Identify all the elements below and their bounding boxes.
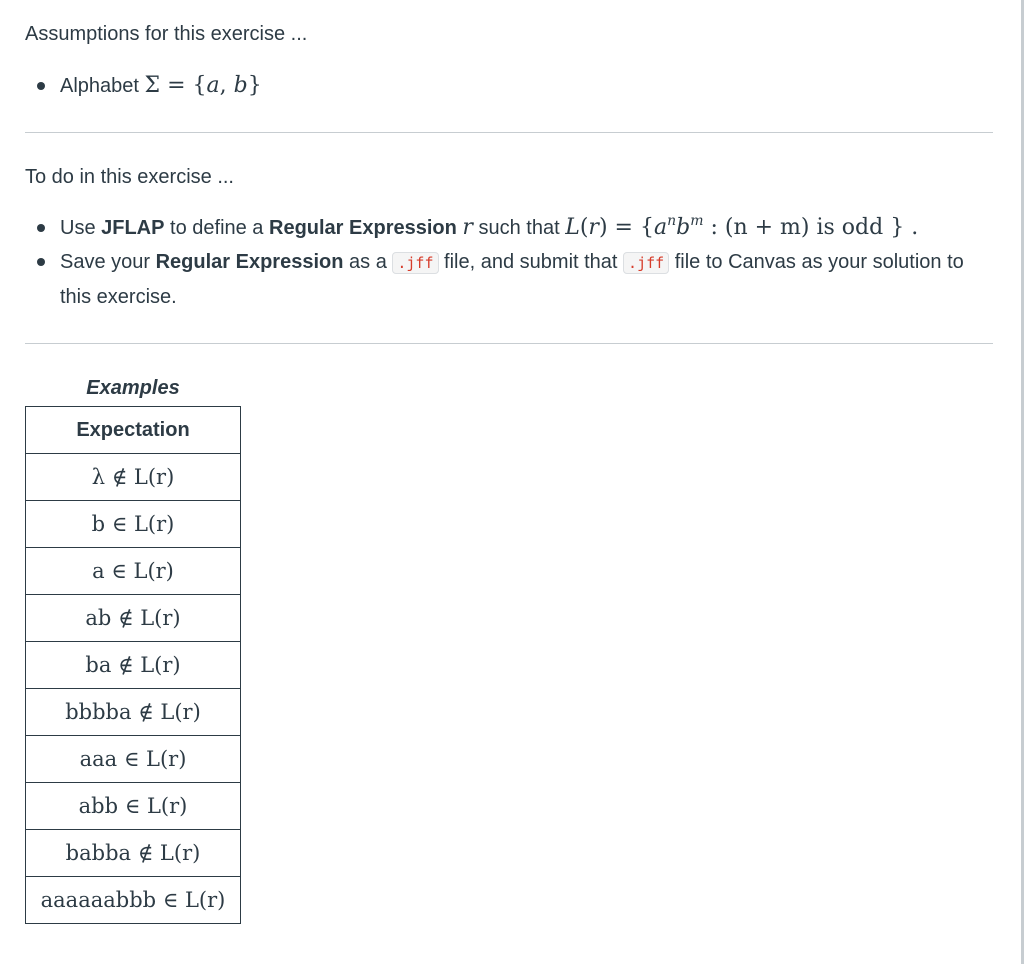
alphabet-label: Alphabet [60, 75, 139, 97]
jff-extension-code: .jff [623, 252, 669, 274]
jff-extension-code: .jff [392, 252, 438, 274]
todo-item-define-regex: Use JFLAP to define a Regular Expression r such that $L(r) = \{a^nb^m$ : (n + m) is odd } . [25, 211, 985, 245]
table-row [26, 736, 241, 783]
table-row [26, 454, 241, 501]
examples-caption: Examples [86, 377, 180, 399]
example-cell: b ∈ L(r) [26, 501, 241, 548]
section-divider [25, 132, 993, 133]
example-cell: λ ∉ L(r) [26, 454, 241, 501]
example-cell: a ∈ L(r) [26, 548, 241, 595]
table-row [26, 501, 241, 548]
example-cell: babba ∉ L(r) [26, 830, 241, 877]
example-cell: aaaaaabbb ∈ L(r) [26, 877, 241, 924]
table-row [26, 877, 241, 924]
examples-table [25, 406, 241, 924]
example-cell: aaa ∈ L(r) [26, 736, 241, 783]
assumptions-list [25, 69, 985, 103]
regex-term: Regular Expression [155, 251, 344, 273]
example-cell: bbbba ∉ L(r) [26, 689, 241, 736]
table-header-row [26, 407, 241, 454]
expectation-column-header: Expectation [26, 407, 241, 454]
todo-item-save-submit: Save your Regular Expression as a .jff file, and submit that .jff file to Canvas as your solution to this exercise. [25, 245, 985, 314]
bullet-dot-icon [37, 258, 45, 266]
bullet-dot-icon [37, 224, 45, 232]
language-definition-math: $L(r) = \{a^nb^m$ : (n + m) is odd } . [565, 213, 919, 240]
bullet-dot-icon [37, 82, 45, 90]
example-cell: ba ∉ L(r) [26, 642, 241, 689]
todo-list [25, 211, 985, 314]
table-row [26, 689, 241, 736]
assumptions-heading: Assumptions for this exercise ... [25, 23, 308, 45]
todo-heading: To do in this exercise ... [25, 166, 234, 188]
jflap-term: JFLAP [101, 217, 165, 239]
table-row [26, 595, 241, 642]
alphabet-math: Σ = {a, b} [144, 73, 262, 98]
regex-term: Regular Expression [269, 217, 457, 239]
example-cell: ab ∉ L(r) [26, 595, 241, 642]
alphabet-item [25, 69, 985, 103]
table-row [26, 830, 241, 877]
table-row [26, 548, 241, 595]
example-cell: abb ∈ L(r) [26, 783, 241, 830]
section-divider [25, 343, 993, 344]
table-row [26, 642, 241, 689]
table-row [26, 783, 241, 830]
